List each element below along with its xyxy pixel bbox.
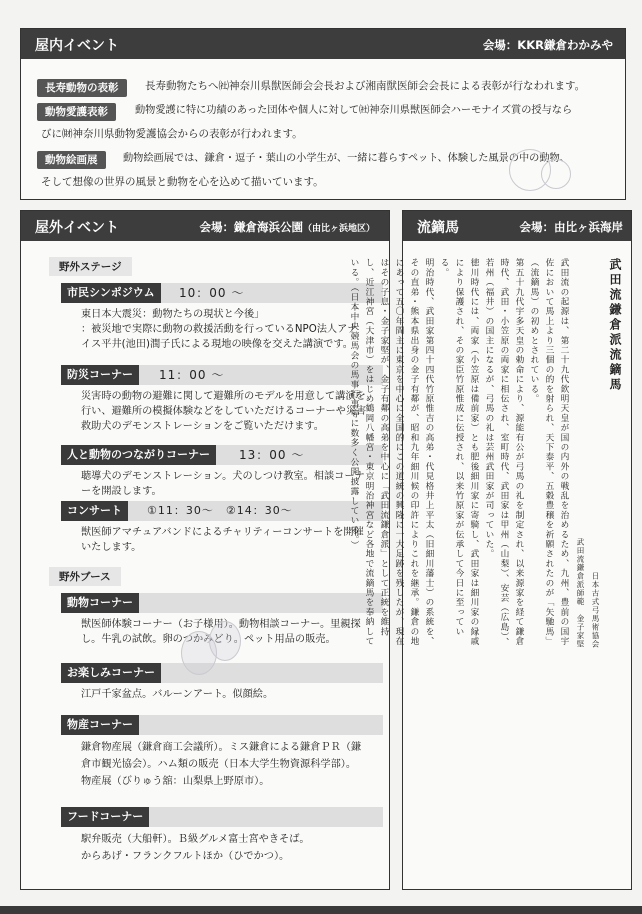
yabusame-venue: 会場：由比ヶ浜海岸	[519, 220, 623, 234]
painting-exhibition-text-cont: そして想像の世界の風景と動物を心を込めて描いています。	[41, 176, 324, 188]
yabusame-paragraph: 徳川時代には、両家（小笠原は備前家）とも肥後細川家に寄騎し、武田家は細川家の縁戚により保護され、その家臣竹原惟成に伝授され、以来竹原家が伝承して今日に至っている。	[439, 258, 479, 646]
outdoor-venue-sub: （由比ヶ浜地区）	[302, 224, 375, 234]
text-line: 江戸千家盆点。バルーンアート。似顔絵。	[81, 689, 274, 700]
outdoor-booth-label: 野外ブース	[49, 567, 121, 586]
products-corner-label: 物産コーナー	[61, 715, 139, 735]
yabusame-master: 武田流鎌倉派師範 金子家堅	[576, 537, 585, 648]
yabusame-paragraph: 武田流の起源は、第二十九代欽明天皇が国の内外の戦乱を治めるため、九州、豊前の国宇佐において馬上より三個の的を射られ、天下泰平、五穀豊穣を祈願されたのが「矢馳馬」（流鏑馬）の初めとされている。	[529, 258, 569, 646]
text-line: ーを開設します。	[81, 486, 162, 497]
animal-welfare-award-text: 動物愛護に特に功績のあった団体や個人に対して㈳神奈川県獣医師会ハーモナイズ賞の授与なら	[135, 105, 573, 116]
text-line: 駅弁販売（大船軒）。Ｂ級グルメ富士宮やきそば。	[81, 834, 310, 845]
yabusame-header	[403, 211, 631, 241]
text-line: 行い、避難所の模擬体験などをしていただけるコーナーや災害	[81, 406, 367, 417]
concert-label: コンサート	[61, 501, 128, 521]
concert-description	[81, 525, 381, 555]
yabusame-paragraph: 明治時代、武田家第四十四代竹原惟吉の高弟・代見格井上平太（旧細川藩士）の系統を、その直弟・熊本県出身の金子有鄰が、昭和九年細川候の印許によりこれを継承。鎌倉の地にあって五〇年間主に東京を中心に全国的にこの道統の興隆に一大足跡を残したが、現在はその子息・金子家堅が、金子有鄰の高弟を中心に「武田流鎌倉派」として正統を維持し、近江神宮（大津市）をはじめ鶴岡八幡宮・東京明治神宮など各地で流鏑馬を奉納している。（日本中央競馬会の馬事行事等に数多く公開披露している。）	[349, 258, 434, 646]
text-line: 獣医師アマチュアバンドによるチャリティーコンサートを開催	[81, 527, 364, 538]
outdoor-title: 屋外イベント	[35, 220, 119, 236]
fun-corner-description	[81, 687, 381, 702]
outdoor-venue-name: 会場：鎌倉海浜公園	[199, 220, 303, 234]
animal-welfare-award-text-cont: びに㈶神奈川県動物愛護協会からの表彰が行われます。	[41, 128, 303, 140]
balloon-illustration	[209, 621, 241, 661]
outdoor-events-section	[20, 210, 390, 890]
text-line: ：被災地で実際に動物の救援活動を行っているNPO法人アナ	[81, 324, 358, 335]
longevity-award-tag: 長寿動物の表彰	[37, 79, 127, 97]
text-line: いたします。	[81, 542, 142, 553]
products-corner-bar	[61, 715, 383, 735]
decorative-circle	[541, 159, 571, 189]
indoor-events-section	[20, 28, 626, 200]
text-line: 聴導犬のデモンストレーション。犬のしつけ教室。相談コーナ	[81, 471, 365, 482]
text-line: 東日本大震災：動物たちの現状と今後」	[81, 309, 265, 320]
disaster-corner-label: 防災コーナー	[61, 365, 139, 385]
food-corner-label: フードコーナー	[61, 807, 149, 827]
text-line: からあげ・フランクフルトほか（ひでかつ）。	[81, 851, 290, 862]
yabusame-vertical-text	[349, 258, 624, 648]
animal-welfare-award-tag: 動物愛護表彰	[37, 103, 116, 121]
painting-exhibition-text: 動物絵画展では、鎌倉・逗子・葉山の小学生が、一緒に暮らすペット、体験した風景の中の動物、	[123, 153, 570, 164]
bottom-rule	[0, 906, 642, 914]
food-corner-description	[81, 831, 381, 865]
text-line: 獣医師体験コーナー（お子様用）。動物相談コーナー。里親探	[81, 619, 361, 630]
concert-bar	[61, 501, 383, 521]
human-animal-corner-time: 13：00 ～	[239, 448, 305, 462]
text-line: 倉市観光協会）。ハム類の販売（日本大学生物資源科学部）。	[81, 759, 357, 770]
text-line: し。牛乳の試飲。卵のつかみどり。ペット用品の販売。	[81, 634, 336, 645]
outdoor-header	[21, 211, 389, 241]
indoor-title: 屋内イベント	[35, 38, 119, 54]
text-line: 救助犬のデモンストレーションをご覧いただけます。	[81, 421, 324, 432]
text-line: 鎌倉物産展（鎌倉商工会議所）。ミス鎌倉による鎌倉ＰＲ（鎌	[81, 742, 362, 753]
outdoor-stage-label: 野外ステージ	[49, 257, 132, 276]
indoor-venue: 会場：KKR鎌倉わかみや	[482, 38, 613, 52]
human-animal-corner-bar	[61, 445, 383, 465]
disaster-corner-description	[81, 389, 381, 434]
text-line: イス平井(池田)潤子氏による現地の映像を交えた講演です。	[81, 339, 353, 350]
longevity-award-text: 長寿動物たちへ㈳神奈川県獣医師会会長および湘南獣医師会会長による表彰が行なわれます。	[145, 80, 586, 92]
symposium-time: 10：00 ～	[179, 286, 245, 300]
symposium-description	[81, 307, 381, 352]
human-animal-corner-label: 人と動物のつながりコーナー	[61, 445, 216, 465]
disaster-corner-bar	[61, 365, 383, 385]
animal-corner-label: 動物コーナー	[61, 593, 139, 613]
human-animal-corner-description	[81, 469, 381, 499]
yabusame-affiliation: 日本古式弓馬術協会	[591, 571, 600, 648]
fun-corner-label: お楽しみコーナー	[61, 663, 161, 683]
food-corner-bar	[61, 807, 383, 827]
products-corner-description	[81, 739, 381, 790]
symposium-label: 市民シンポジウム	[61, 283, 161, 303]
text-line: 物産展（びりゅう舘：山梨県上野原市）。	[81, 776, 270, 787]
symposium-bar	[61, 283, 383, 303]
yabusame-title: 流鏑馬	[417, 220, 459, 236]
animal-corner-bar	[61, 593, 383, 613]
disaster-corner-time: 11：00 ～	[159, 368, 225, 382]
indoor-header	[21, 29, 625, 59]
concert-time: ①11：30～ ②14：30～	[147, 504, 293, 517]
yabusame-paragraph: 第五十九代宇多天皇の勅命により、源能有公が弓馬の礼を制定され、以来源家を経て鎌倉時代、武田・小笠原の両家に相伝され、室町時代、武田家は甲州（山梨）、安芸（広島）、若州（福井）の国主になるが、弓馬の礼は芸州武田家が司っていた。	[484, 258, 524, 647]
painting-exhibition-tag: 動物絵画展	[37, 151, 106, 169]
yabusame-heading: 武田流鎌倉派流鏑馬	[608, 258, 622, 393]
outdoor-venue	[199, 219, 375, 235]
fun-corner-bar	[61, 663, 383, 683]
text-line: 災害時の動物の避難に関して避難所のモデルを用意して講演を	[81, 391, 366, 402]
